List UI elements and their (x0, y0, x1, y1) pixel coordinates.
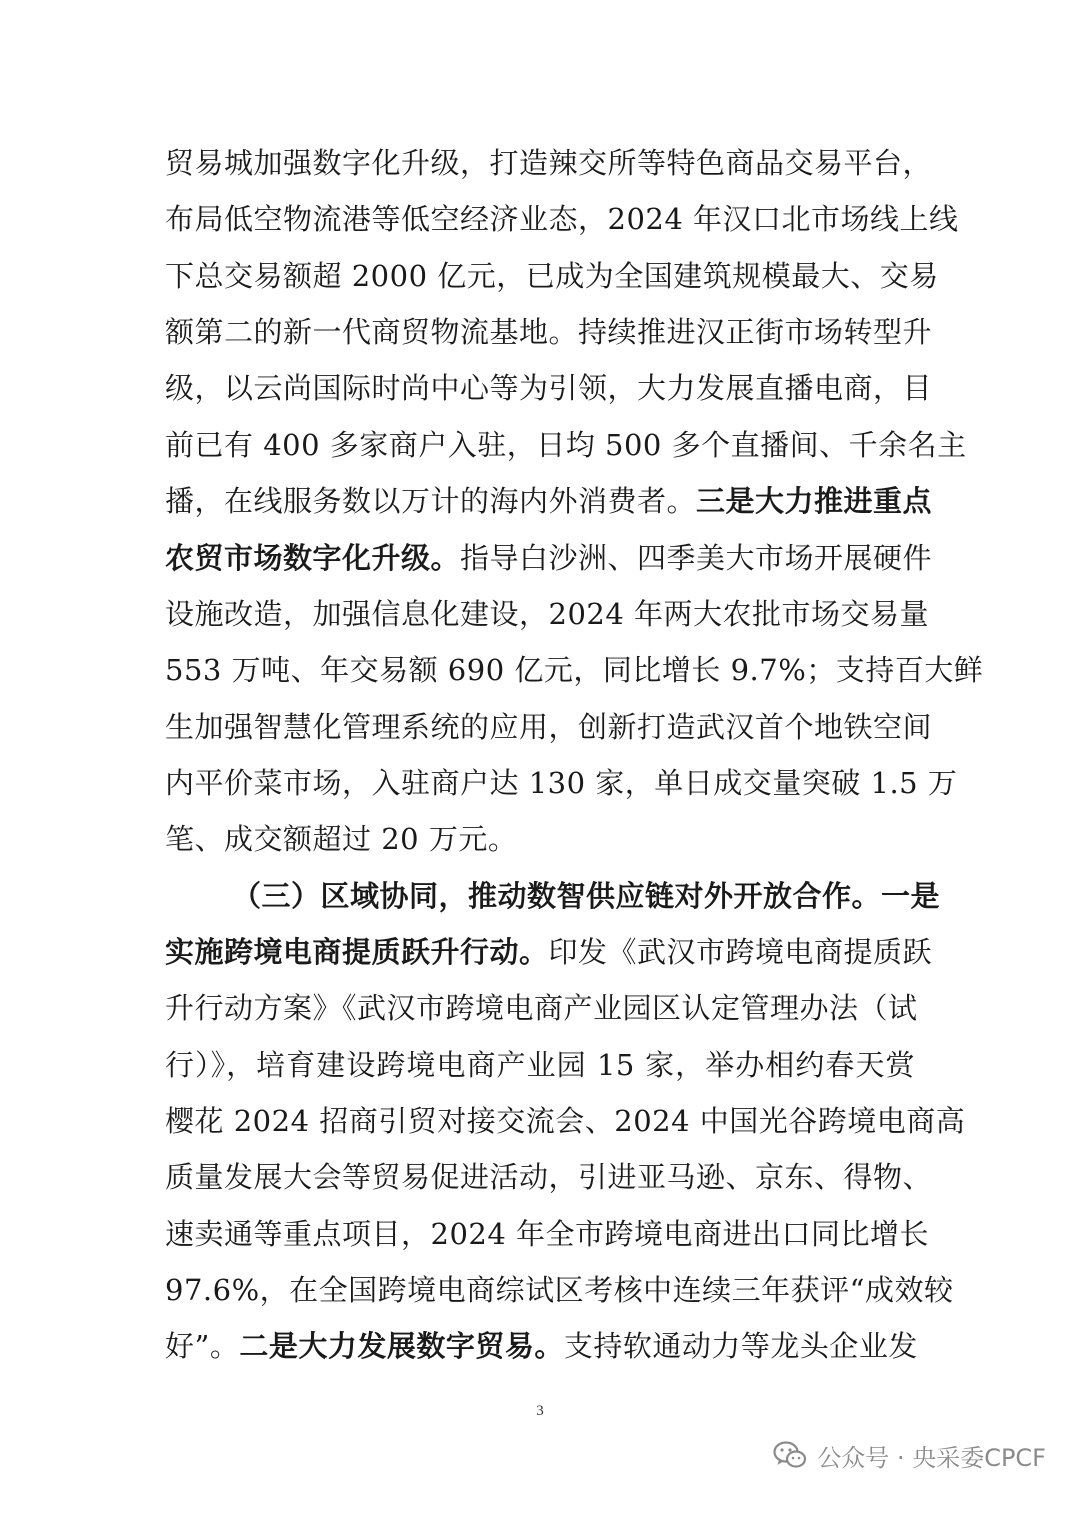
text-line (165, 1326, 918, 1366)
text-segment: 布局低空物流港等低空经济业态，2024 年汉口北市场线上线 (165, 202, 959, 237)
bold-text-segment: 农贸市场数字化升级。 (165, 540, 461, 575)
text-segment: 设施改造，加强信息化建设，2024 年两大农批市场交易量 (165, 596, 930, 631)
text-segment: 前已有 400 多家商户入驻，日均 500 多个直播间、千余名主 (165, 427, 967, 462)
text-segment: 额第二的新一代商贸物流基地。持续推进汉正街市场转型升 (165, 315, 933, 350)
text-line (165, 538, 933, 578)
text-segment: 笔、成交额超过 20 万元。 (165, 822, 518, 857)
text-line (165, 1270, 954, 1310)
text-segment: 升行动方案》《武汉市跨境电商产业园区认定管理办法（试 (165, 991, 918, 1026)
text-line (165, 1045, 915, 1085)
bold-text-segment: （三）区域协同，推动数智供应链对外开放合作。一是 (232, 878, 941, 913)
text-segment: 质量发展大会等贸易促进活动，引进亚马逊、京东、得物、 (165, 1160, 933, 1195)
text-segment: 指导白沙洲、四季美大市场开展硬件 (460, 540, 933, 575)
text-segment: 553 万吨、年交易额 690 亿元，同比增长 9.7%；支持百大鲜 (165, 653, 984, 688)
text-segment: 生加强智慧化管理系统的应用，创新打造武汉首个地铁空间 (165, 709, 933, 744)
text-line (165, 1214, 930, 1254)
text-segment: 内平价菜市场，入驻商户达 130 家，单日成交量突破 1.5 万 (165, 765, 958, 800)
text-line (165, 481, 933, 521)
text-segment: 支持软通动力等龙头企业发 (563, 1329, 918, 1364)
text-line (165, 256, 939, 296)
text-segment: 贸易城加强数字化升级，打造辣交所等特色商品交易平台， (165, 146, 933, 180)
wechat-icon (773, 1440, 807, 1470)
page-number: 3 (536, 1403, 544, 1419)
text-line (165, 650, 984, 690)
text-segment: 印发《武汉市跨境电商提质跃 (548, 934, 933, 969)
text-line (232, 876, 941, 916)
text-segment: 好”。 (165, 1329, 240, 1364)
text-line (165, 763, 958, 803)
text-line (165, 425, 967, 465)
text-line (165, 988, 918, 1028)
watermark-text: 公众号 · 央采委CPCF (817, 1443, 1046, 1472)
text-line (165, 143, 933, 183)
text-segment: 级，以云尚国际时尚中心等为引领，大力发展直播电商，目 (165, 371, 933, 406)
text-line (165, 594, 930, 634)
text-line (165, 1157, 933, 1197)
text-segment: 97.6%，在全国跨境电商综试区考核中连续三年获评“成效较 (165, 1273, 954, 1307)
text-line (165, 368, 933, 408)
bold-text-segment: 二是大力发展数字贸易。 (239, 1329, 564, 1364)
bold-text-segment: 三是大力推进重点 (696, 484, 933, 519)
text-line (165, 312, 933, 352)
text-line (165, 199, 959, 239)
text-line (165, 932, 933, 972)
text-segment: 下总交易额超 2000 亿元，已成为全国建筑规模最大、交易 (165, 258, 939, 293)
watermark (773, 1435, 1046, 1475)
text-line (165, 819, 915, 859)
text-segment: 播，在线服务数以万计的海内外消费者。 (165, 484, 697, 519)
text-line (165, 1101, 966, 1141)
text-segment: 行）》，培育建设跨境电商产业园 15 家，举办相约春天赏 (165, 1047, 915, 1082)
bold-text-segment: 实施跨境电商提质跃升行动。 (165, 934, 549, 969)
text-segment: 速卖通等重点项目，2024 年全市跨境电商进出口同比增长 (165, 1216, 930, 1251)
text-segment: 樱花 2024 招商引贸对接交流会、2024 中国光谷跨境电商高 (165, 1104, 966, 1138)
text-line (165, 707, 933, 747)
